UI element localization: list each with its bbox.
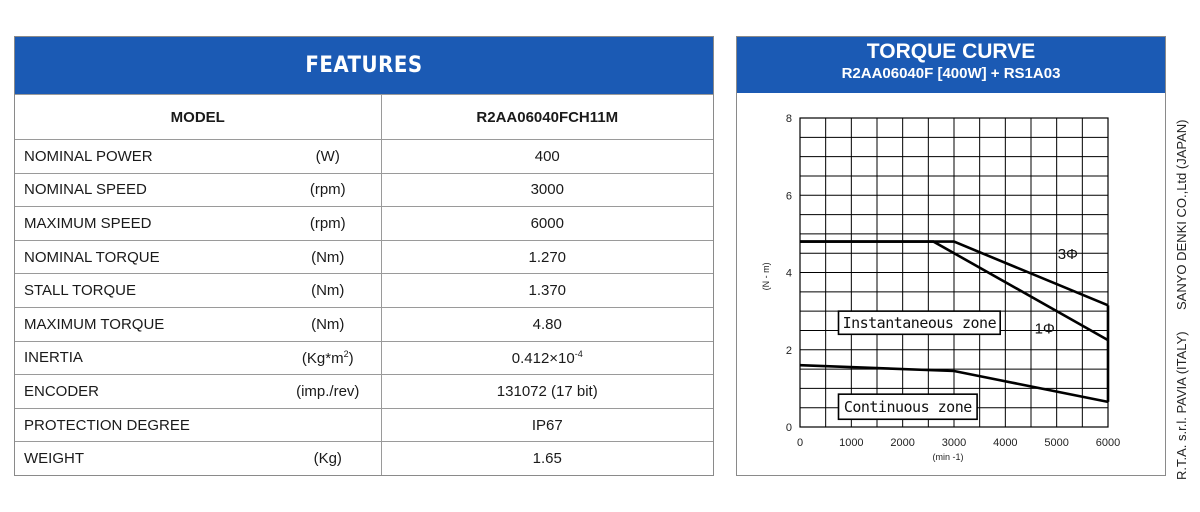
table-row [15, 408, 713, 442]
row-name: WEIGHT [15, 442, 275, 475]
row-name: PROTECTION DEGREE [15, 408, 275, 442]
features-title: FEATURES [15, 37, 713, 94]
row-value: 4.80 [381, 307, 713, 341]
row-unit [275, 408, 381, 442]
row-unit: (Nm) [275, 274, 381, 308]
table-row [15, 140, 713, 174]
y-axis-label: (N - m) [761, 262, 771, 291]
x-tick-label: 4000 [993, 437, 1018, 449]
model-row [15, 95, 713, 140]
row-value: IP67 [381, 408, 713, 442]
series-label-3phase: 3Φ [1057, 245, 1079, 263]
x-tick-label: 0 [796, 437, 804, 449]
row-unit: (Nm) [275, 240, 381, 274]
torque-chart [737, 93, 1165, 475]
x-tick-label: 6000 [1095, 437, 1121, 449]
zone-label-continuous: Continuous zone [843, 398, 972, 417]
x-axis-label: (min -1) [932, 452, 964, 462]
row-name: STALL TORQUE [15, 274, 275, 308]
row-value: 3000 [381, 173, 713, 207]
y-tick-label: 0 [785, 422, 792, 434]
row-unit: (Nm) [275, 307, 381, 341]
torque-subtitle: R2AA06040F [400W] + RS1A03 [841, 65, 1061, 82]
row-value: 400 [381, 140, 713, 174]
row-unit: (Kg) [275, 442, 381, 475]
credit-right: SANYO DENKI CO.,Ltd (JAPAN) [1174, 119, 1189, 310]
row-value: 131072 (17 bit) [381, 375, 713, 409]
unit-sup: 2 [343, 348, 349, 359]
row-value: 1.65 [381, 442, 713, 475]
row-name: MAXIMUM TORQUE [15, 307, 275, 341]
unit-end: ) [348, 349, 354, 367]
row-name: NOMINAL SPEED [15, 173, 275, 207]
table-row [15, 375, 713, 409]
table-row [15, 341, 713, 375]
unit-base: (Kg*m [301, 349, 344, 367]
series-label-1phase: 1Φ [1034, 320, 1055, 338]
row-value: 1.370 [381, 274, 713, 308]
row-name: INERTIA [15, 341, 275, 375]
credit-text [1170, 80, 1194, 480]
torque-title: TORQUE CURVE [866, 40, 1036, 63]
row-value: 1.270 [381, 240, 713, 274]
row-unit [275, 341, 381, 375]
row-name: MAXIMUM SPEED [15, 207, 275, 241]
row-unit: (W) [275, 140, 381, 174]
y-tick-label: 8 [785, 113, 792, 125]
row-unit: (imp./rev) [275, 375, 381, 409]
model-value: R2AA06040FCH11M [381, 95, 713, 140]
x-tick-label: 5000 [1044, 437, 1069, 449]
row-name: NOMINAL TORQUE [15, 240, 275, 274]
table-row [15, 307, 713, 341]
row-value [381, 341, 713, 375]
credit-left: R.T.A. s.r.l. PAVIA (ITALY) [1174, 331, 1189, 480]
torque-panel [736, 36, 1166, 476]
y-tick-label: 6 [785, 190, 792, 203]
table-row [15, 173, 713, 207]
x-tick-label: 3000 [941, 437, 967, 449]
features-panel [14, 36, 714, 476]
y-tick-label: 2 [785, 344, 792, 357]
value-sup: -4 [574, 348, 583, 359]
table-row [15, 240, 713, 274]
x-tick-label: 1000 [839, 437, 864, 449]
torque-header [737, 37, 1165, 93]
model-label: MODEL [15, 95, 381, 140]
row-value: 6000 [381, 207, 713, 241]
zone-label-instantaneous: Instantaneous zone [842, 314, 997, 333]
table-row [15, 442, 713, 475]
table-row [15, 274, 713, 308]
row-unit: (rpm) [275, 207, 381, 241]
x-tick-label: 2000 [890, 437, 915, 449]
table-row [15, 207, 713, 241]
value-base: 0.412×10 [511, 349, 575, 367]
row-name: NOMINAL POWER [15, 140, 275, 174]
row-name: ENCODER [15, 375, 275, 409]
features-table [15, 94, 713, 475]
y-tick-label: 4 [785, 267, 792, 280]
row-unit: (rpm) [275, 173, 381, 207]
